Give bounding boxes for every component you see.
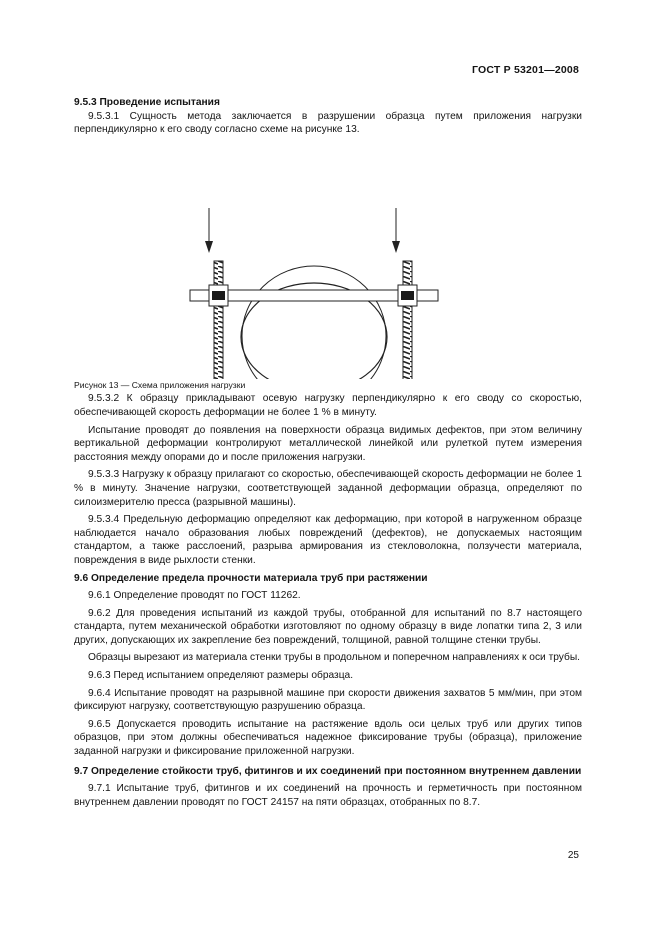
paragraph-9-5-3-3: 9.5.3.3 Нагрузку к образцу прилагают со скоростью, обеспечивающей скорость деформации не более 1 % в минуту. Значение нагрузки, соответствующей заданной деформации образца, определяют по силоизмерителю пресса (разрывной машины). bbox=[74, 469, 582, 508]
paragraph-9-5-3-2-cont: Испытание проводят до появления на поверхности образца видимых дефектов, при этом величину вертикальной деформации контролируют металлической линейкой или рулеткой путем измерения расстояния между опорами до и после приложения нагрузки. bbox=[74, 424, 582, 463]
paragraph-9-5-3-4: 9.5.3.4 Предельную деформацию определяют как деформацию, при которой в нагруженном образце наблюдается начало образования любых повреждений (дефектов), не допускаемых настоящим стандартом, а также расслоений, разрыва армирования из стекловолокна, ползучести материала, повреждения в виде рыхлости стенки. bbox=[74, 514, 582, 566]
paragraph-9-5-3-2: 9.5.3.2 К образцу прикладывают осевую нагрузку перпендикулярно к его своду со скоростью, обеспечивающей скорость деформации не более 1 % в минуту. bbox=[74, 393, 582, 418]
figure-caption: Рисунок 13 — Схема приложения нагрузки bbox=[74, 379, 246, 390]
paragraph-9-7-1: 9.7.1 Испытание труб, фитингов и их соединений на прочность и герметичность при постоянном внутреннем давлении проводят по ГОСТ 24157 на пяти образцах, отобранных по 8.7. bbox=[74, 783, 582, 808]
page-number: 25 bbox=[567, 850, 579, 861]
section-heading-9-6: 9.6 Определение предела прочности материала труб при растяжении bbox=[74, 572, 428, 584]
specimen-ring bbox=[241, 266, 387, 379]
paragraph-9-6-3: 9.6.3 Перед испытанием определяют размеры образца. bbox=[88, 670, 354, 682]
paragraph-9-6-5: 9.6.5 Допускается проводить испытание на растяжение вдоль оси целых труб или других типов образцов, при этом должны обеспечиваться надежное фиксирование трубы (образца), приложение заданной нагрузки и фиксирование приложенной нагрузки. bbox=[74, 718, 582, 758]
figure-13 bbox=[74, 151, 582, 379]
standard-header: ГОСТ Р 53201—2008 bbox=[471, 64, 579, 76]
page-content bbox=[74, 96, 582, 809]
paragraph-9-6-4: 9.6.4 Испытание проводят на разрывной машине при скорости движения захватов 5 мм/мин, при этом фиксируют нагрузку, соответствующую разрушению образца. bbox=[74, 687, 582, 713]
paragraph-9-6-2: 9.6.2 Для проведения испытаний из каждой трубы, отобранной для испытаний по 8.7 настоящего стандарта, путем механической обработки изготовляют по одному образцу в виде лопатки типа 2, 3 или других, допускающих их закрепление без повреждений, толщиной, равной толщине стенки трубы. bbox=[74, 607, 582, 646]
section-heading-9-5-3: 9.5.3 Проведение испытания bbox=[74, 97, 220, 108]
paragraph-9-5-3-1: 9.5.3.1 Сущность метода заключается в разрушении образца путем приложения нагрузки перпендикулярно к его своду согласно схеме на рисунке 13. bbox=[74, 110, 582, 136]
paragraph-9-6-1: 9.6.1 Определение проводят по ГОСТ 11262. bbox=[88, 590, 301, 602]
top-support-plate bbox=[190, 285, 438, 306]
load-scheme-diagram bbox=[74, 151, 582, 379]
paragraph-9-6-2-cont: Образцы вырезают из материала стенки трубы в продольном и поперечном направлениях к оси трубы. bbox=[88, 652, 580, 664]
threaded-rod-left bbox=[214, 261, 223, 379]
threaded-rod-right bbox=[403, 261, 412, 379]
load-arrow-left bbox=[205, 208, 213, 253]
section-heading-9-7: 9.7 Определение стойкости труб, фитингов и их соединений при постоянном внутреннем давлении bbox=[74, 765, 582, 777]
load-arrow-right bbox=[392, 208, 400, 253]
